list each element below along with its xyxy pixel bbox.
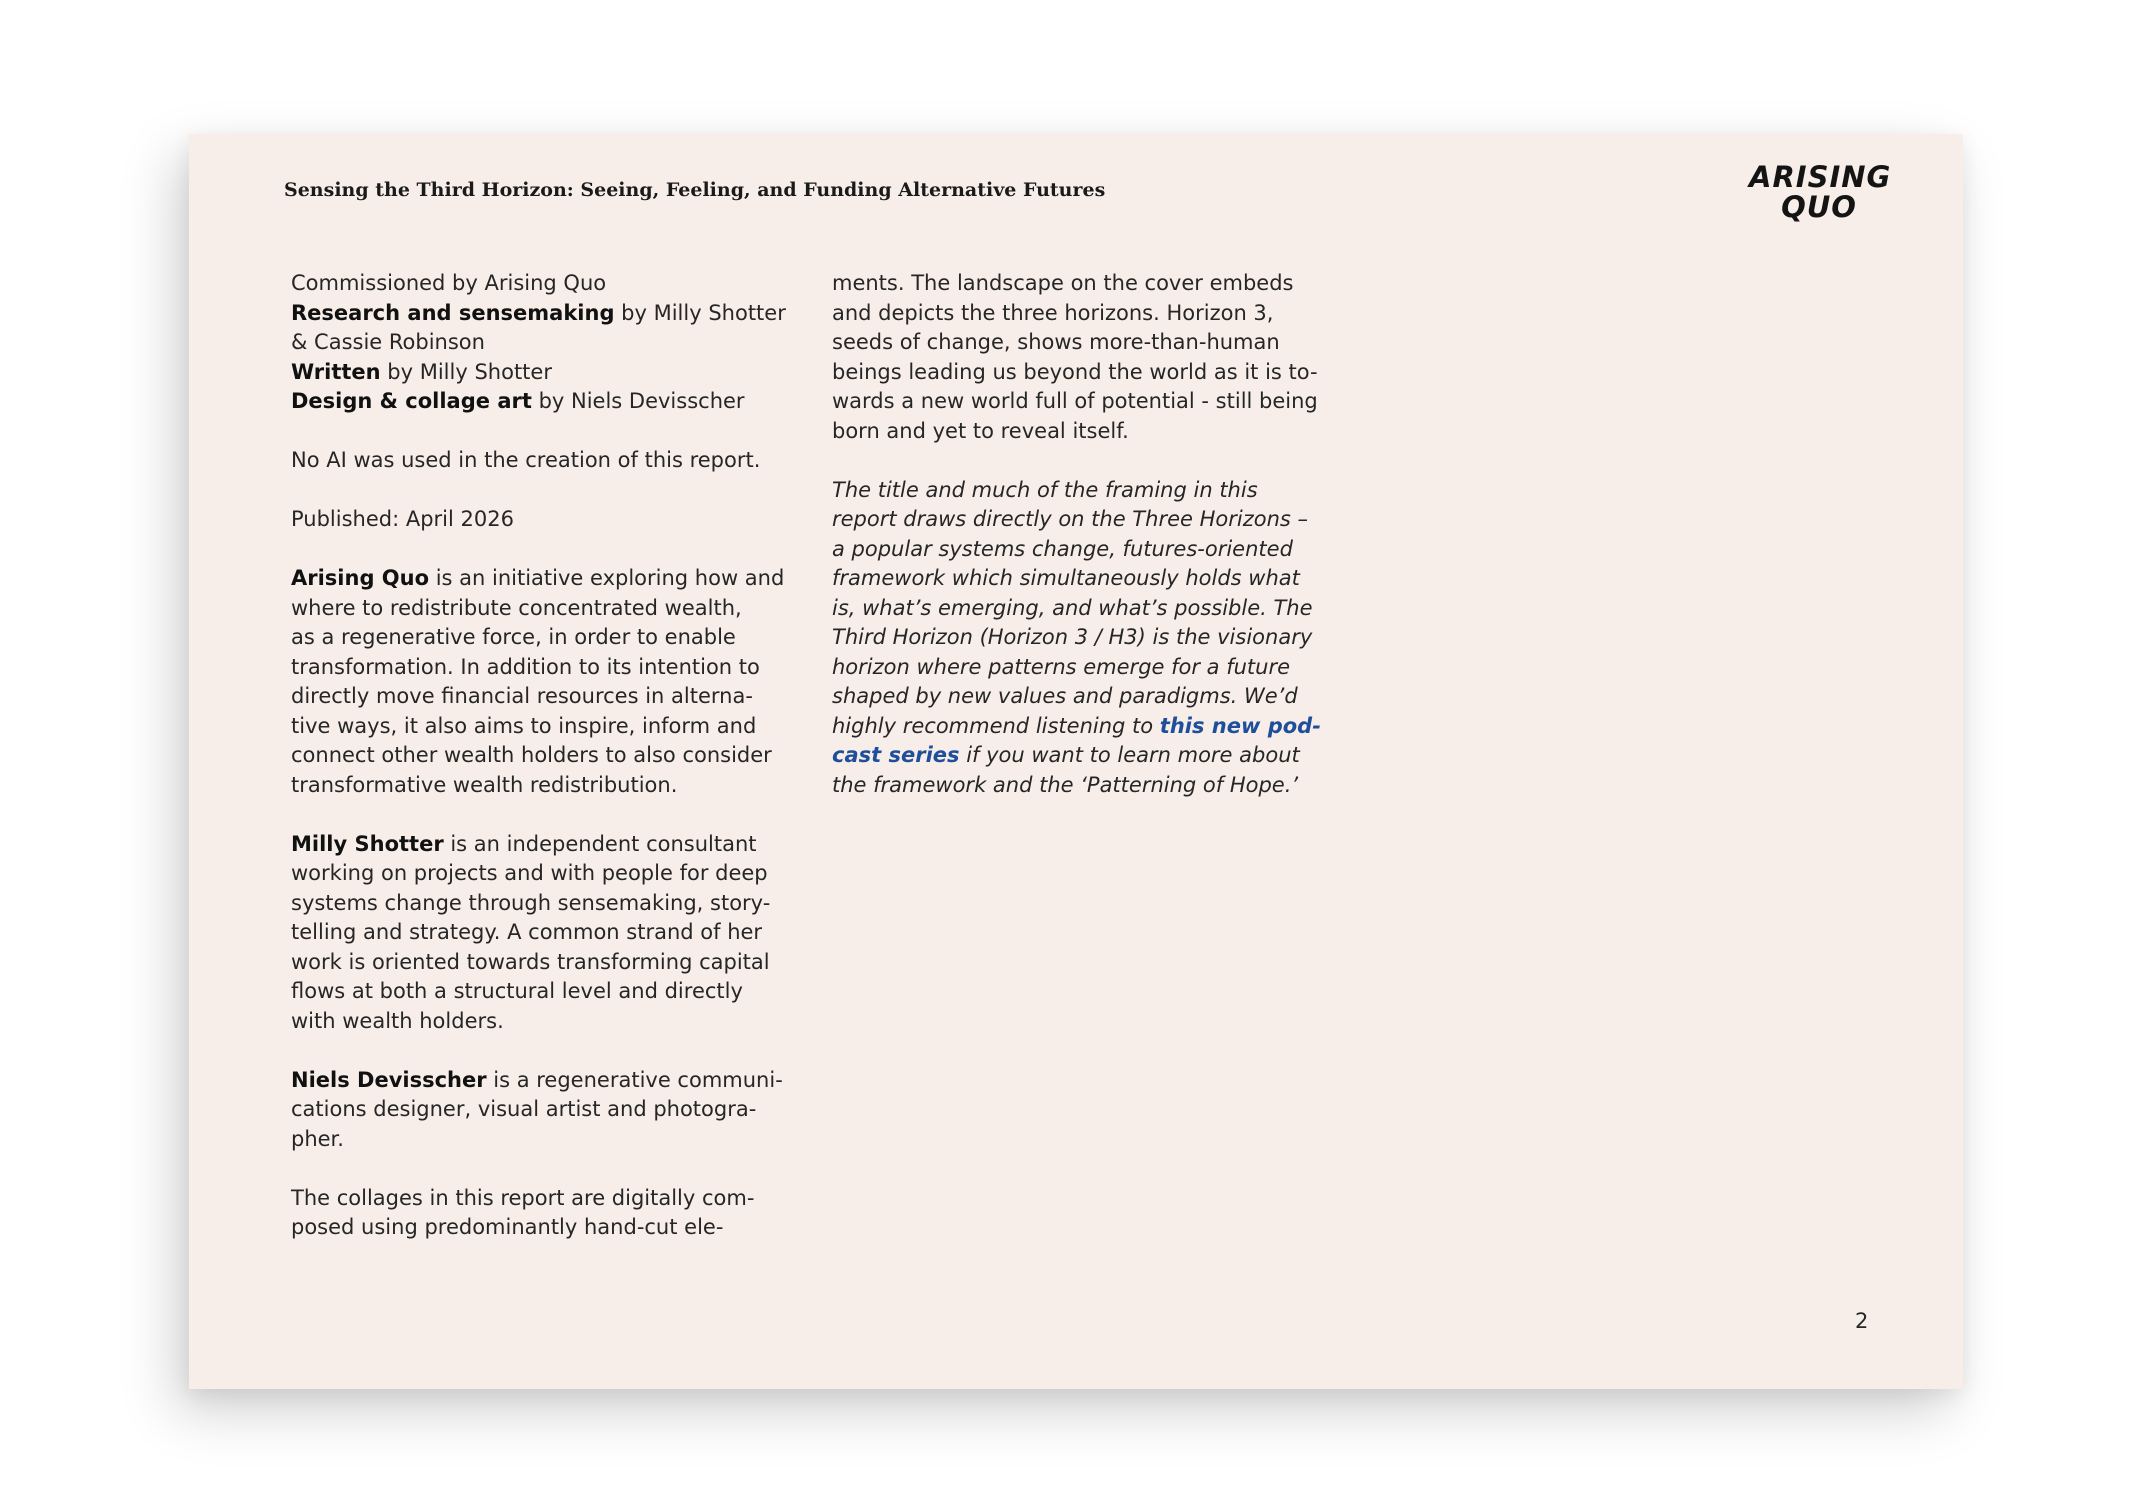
collages-line: The collages in this report are digitally com- bbox=[291, 1185, 755, 1210]
niels-line: is a regenerative communi- bbox=[486, 1067, 783, 1092]
podcast-series-link[interactable]: this new pod- bbox=[1159, 713, 1321, 738]
collages-paragraph-start bbox=[291, 1184, 796, 1243]
arising-quo-line: transformative wealth redistribution. bbox=[291, 772, 678, 797]
page-number: 2 bbox=[1855, 1309, 1869, 1333]
collages-line: ments. The landscape on the cover embeds bbox=[832, 271, 1294, 295]
left-column bbox=[291, 269, 796, 1272]
podcast-series-link-continued[interactable]: cast series bbox=[832, 743, 960, 767]
arising-quo-line: is an initiative exploring how and bbox=[429, 566, 785, 590]
research-value: by Milly Shotter bbox=[614, 300, 786, 325]
framing-paragraph bbox=[832, 476, 1337, 801]
arising-quo-paragraph bbox=[291, 564, 796, 800]
milly-shotter-paragraph bbox=[291, 830, 796, 1037]
research-line bbox=[291, 299, 796, 329]
framing-line-10-suffix: if you want to learn more about bbox=[959, 743, 1300, 767]
framing-line: the framework and the ‘Patterning of Hope.’ bbox=[832, 772, 1299, 797]
right-column bbox=[832, 269, 1337, 830]
milly-line: is an independent consultant bbox=[443, 831, 757, 856]
niels-line: pher. bbox=[291, 1126, 344, 1151]
written-label: Written bbox=[291, 359, 381, 384]
logo-line-1: ARISING bbox=[1749, 160, 1892, 194]
arising-quo-logo bbox=[1749, 160, 1892, 224]
framing-line: a popular systems change, futures-oriented bbox=[832, 536, 1293, 561]
arising-quo-line: transformation. In addition to its intention to bbox=[291, 654, 760, 679]
collages-line: and depicts the three horizons. Horizon 3, bbox=[832, 300, 1274, 325]
design-label: Design & collage art bbox=[291, 389, 532, 413]
credits-block bbox=[291, 269, 796, 417]
collages-paragraph-continued bbox=[832, 269, 1337, 446]
framing-line: horizon where patterns emerge for a future bbox=[832, 654, 1291, 679]
milly-line: work is oriented towards transforming capital bbox=[291, 949, 770, 974]
framing-line: is, what’s emerging, and what’s possible. The bbox=[832, 595, 1313, 620]
framing-line: The title and much of the framing in this bbox=[832, 477, 1258, 502]
framing-line bbox=[832, 741, 1337, 771]
research-label: Research and sensemaking bbox=[291, 300, 615, 325]
niels-devisscher-name: Niels Devisscher bbox=[291, 1067, 487, 1092]
design-line bbox=[291, 387, 796, 417]
arising-quo-line: where to redistribute concentrated wealth, bbox=[291, 595, 742, 620]
collages-line: beings leading us beyond the world as it is to- bbox=[832, 359, 1318, 384]
written-value: by Milly Shotter bbox=[380, 359, 552, 384]
commissioned-line: Commissioned by Arising Quo bbox=[291, 271, 607, 295]
no-ai-statement: No AI was used in the creation of this report. bbox=[291, 448, 761, 472]
arising-quo-line: directly move financial resources in alterna- bbox=[291, 684, 753, 708]
written-line bbox=[291, 358, 796, 388]
milly-line: flows at both a structural level and directly bbox=[291, 979, 743, 1003]
published-date: Published: April 2026 bbox=[291, 507, 514, 531]
milly-line: with wealth holders. bbox=[291, 1008, 504, 1033]
design-value: by Niels Devisscher bbox=[531, 389, 745, 413]
arising-quo-line: as a regenerative force, in order to enable bbox=[291, 625, 736, 649]
collages-line: wards a new world full of potential - still being bbox=[832, 389, 1318, 413]
framing-line: report draws directly on the Three Horizons – bbox=[832, 507, 1308, 531]
milly-line: working on projects and with people for deep bbox=[291, 861, 768, 885]
research-line-2: & Cassie Robinson bbox=[291, 330, 485, 354]
framing-line-9-prefix: highly recommend listening to bbox=[832, 713, 1160, 738]
milly-line: systems change through sensemaking, story- bbox=[291, 890, 771, 915]
collages-line: born and yet to reveal itself. bbox=[832, 418, 1129, 443]
arising-quo-line: tive ways, it also aims to inspire, inform and bbox=[291, 713, 757, 738]
niels-devisscher-paragraph bbox=[291, 1066, 796, 1155]
framing-line bbox=[832, 712, 1337, 742]
running-title: Sensing the Third Horizon: Seeing, Feeling, and Funding Alternative Futures bbox=[284, 179, 1106, 201]
collages-line: posed using predominantly hand-cut ele- bbox=[291, 1215, 724, 1239]
arising-quo-name: Arising Quo bbox=[291, 566, 430, 590]
milly-shotter-name: Milly Shotter bbox=[291, 831, 444, 856]
framing-line: shaped by new values and paradigms. We’d bbox=[832, 684, 1298, 708]
arising-quo-line: connect other wealth holders to also consider bbox=[291, 743, 772, 767]
logo-line-2: QUO bbox=[1781, 190, 1857, 224]
framing-line: framework which simultaneously holds what bbox=[832, 566, 1300, 590]
niels-line: cations designer, visual artist and photogra- bbox=[291, 1097, 757, 1121]
document-page bbox=[189, 134, 1963, 1389]
collages-line: seeds of change, shows more-than-human bbox=[832, 330, 1280, 354]
milly-line: telling and strategy. A common strand of her bbox=[291, 920, 763, 944]
framing-line: Third Horizon (Horizon 3 / H3) is the visionary bbox=[832, 625, 1313, 649]
